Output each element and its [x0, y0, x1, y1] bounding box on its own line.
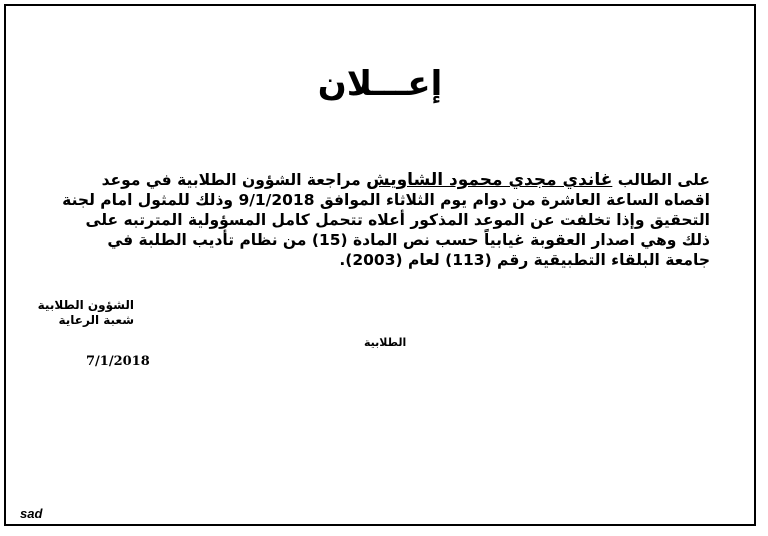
notice-page: [4, 4, 756, 526]
issuing-department: [38, 298, 134, 328]
notice-body-suffix: مراجعة الشؤون الطلابية في موعد اقصاه الساعة العاشرة من دوام يوم الثلاثاء الموافق 9/1/2018 وذلك للمثول امام لجنة التحقيق وإذا تخلفت عن الموعد المذكور أعلاه تتحمل كامل المسؤولية المترتبه على ذلك وهي اصدار العقوبة غيابياً حسب نص المادة (15) من نظام تأديب الطلبة في جامعة البلقاء التطبيقية رقم (113) لعام (2003).: [62, 171, 710, 269]
notice-body: [58, 170, 710, 270]
footer-tag: sad: [20, 506, 43, 521]
notice-title: إعـــلان: [317, 64, 443, 104]
signature-label: الطلابية: [364, 336, 407, 349]
student-name: غاندي مجدي محمود الشاويش: [366, 170, 613, 190]
department-section: شعبة الرعاية: [58, 313, 134, 327]
notice-date: 7/1/2018: [86, 354, 150, 369]
notice-body-prefix: على الطالب: [612, 171, 710, 189]
department-name: الشؤون الطلابية: [37, 298, 134, 312]
